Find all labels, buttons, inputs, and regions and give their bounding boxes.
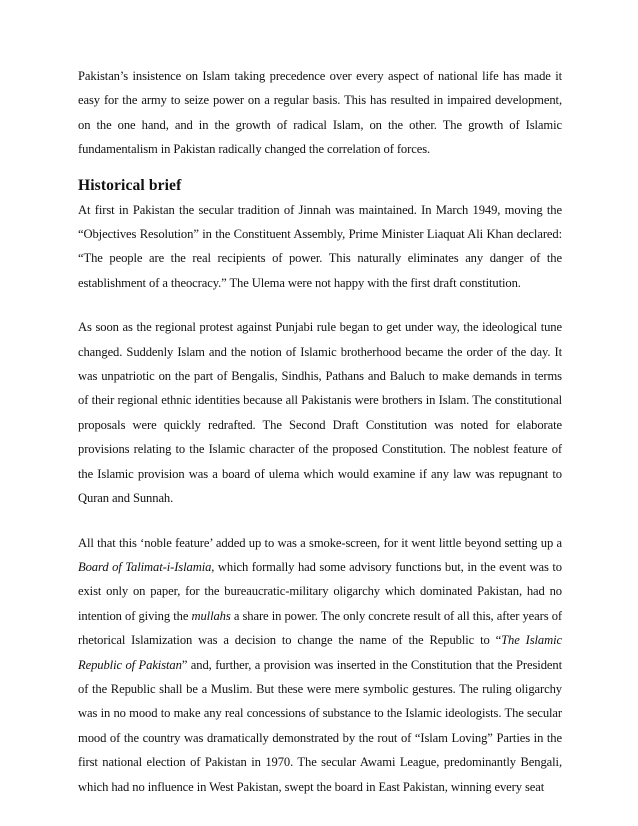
spacer <box>78 162 562 174</box>
emphasis-republic-name: The Islamic Republic of Pakistan <box>78 633 562 672</box>
text-run: a share in power. The only concrete result of all this, after years of rhetorical Islamization was a decision to change the name of the Republic to “ <box>78 608 563 648</box>
paragraph-intro: Pakistan’s insistence on Islam taking precedence over every aspect of national life has made it easy for the army to seize power on a regular basis. This has resulted in impaired development, on the one hand, and in the growth of radical Islam, on the other. The growth of Islamic fundamentalism in Pakistan radically changed the correlation of forces. <box>78 69 562 157</box>
document-page <box>78 64 562 799</box>
spacer <box>78 511 562 531</box>
spacer <box>78 295 562 315</box>
emphasis-board-name: Board of Talimat-i-Islamia <box>78 559 212 574</box>
section-heading: Historical brief <box>78 176 182 194</box>
text-run: , which formally had some advisory functions but, in the event was to exist only on paper, for the bureaucratic-military oligarchy which dominated Pakistan, had no intention of giving the <box>78 559 562 623</box>
paragraph-historical-brief: At first in Pakistan the secular tradition of Jinnah was maintained. In March 1949, moving the “Objectives Resolution” in the Constituent Assembly, Prime Minister Liaquat Ali Khan declared: “The people are the real recipients of power. This naturally eliminates any danger of the establishment of a theocracy.” The Ulema were not happy with the first draft constitution. <box>78 202 562 290</box>
paragraph-regional-protest: As soon as the regional protest against Punjabi rule began to get under way, the ideological tune changed. Suddenly Islam and the notion of Islamic brotherhood became the order of the day. It was unpatriotic on the part of Bengalis, Sindhis, Pathans and Baluch to make demands in terms of their regional ethnic identities because all Pakistanis were brothers in Islam. The constitutional proposals were quickly redrafted. The Second Draft Constitution was noted for elaborate provisions relating to the Islamic character of the proposed Constitution. The noblest feature of the Islamic provision was a board of ulema which would examine if any law was repugnant to Quran and Sunnah. <box>78 320 562 506</box>
text-run: ” and, further, a provision was inserted in the Constitution that the President of the Republic shall be a Muslim. But these were mere symbolic gestures. The ruling oligarchy was in no mood to make any real concessions of substance to the Islamic ideologists. The secular mood of the country was dramatically demonstrated by the rout of “Islam Loving” Parties in the first national election of Pakistan in 1970. The secular Awami League, predominantly Bengali, which had no influence in West Pakistan, swept the board in East Pakistan, winning every seat <box>78 657 562 794</box>
emphasis-mullahs: mullahs <box>191 608 231 623</box>
paragraph-noble-feature <box>78 531 562 799</box>
text-run: All that this ‘noble feature’ added up to was a smoke-screen, for it went little beyond setting up a <box>78 535 562 550</box>
